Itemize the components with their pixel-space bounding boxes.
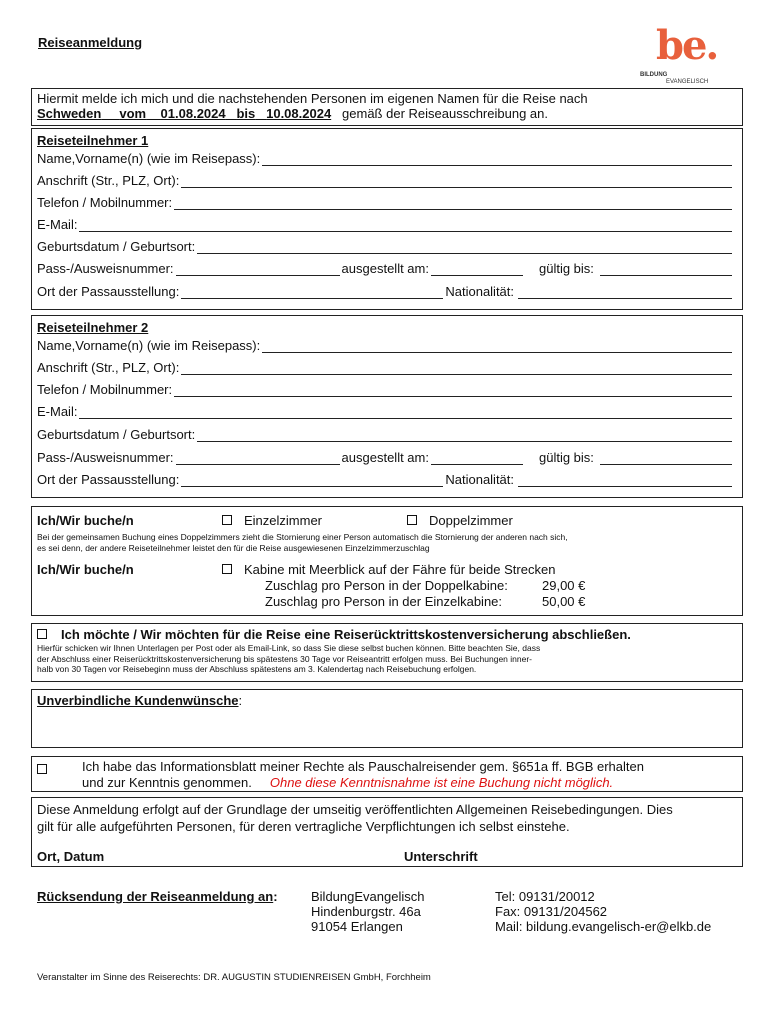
p2-phone-field[interactable]	[174, 385, 732, 397]
logo-line2: EVANGELISCH	[666, 79, 709, 85]
p1-issue-place-field[interactable]	[181, 287, 443, 299]
info-line1: Ich habe das Informationsblatt meiner Rechte als Pauschalreisender gem. §651a ff. BGB erhalten	[82, 759, 644, 774]
insurance-checkbox[interactable]	[37, 629, 47, 639]
p2-address-row	[37, 359, 732, 375]
cabin-label: Kabine mit Meerblick auf der Fähre für beide Strecken	[244, 562, 556, 577]
terms-line2: gilt für alle aufgeführten Personen, für deren vertragliche Verpflichtungen ich selbst einstehe.	[37, 819, 570, 834]
p1-email-label: E-Mail:	[37, 217, 78, 232]
cabin-option[interactable]	[222, 562, 555, 577]
intro-suffix: gemäß der Reiseausschreibung an.	[342, 106, 548, 121]
p2-nationality-field[interactable]	[518, 475, 732, 487]
p1-phone-label: Telefon / Mobilnummer:	[37, 195, 173, 210]
double-room-option[interactable]	[407, 513, 513, 528]
date-from: 01.08.2024	[160, 106, 226, 121]
p2-passport-row	[37, 449, 732, 465]
p2-phone-row	[37, 381, 732, 397]
booking-label-cabin: Ich/Wir buche/n	[37, 562, 134, 577]
p2-birth-row	[37, 426, 732, 442]
terms-line1: Diese Anmeldung erfolgt auf der Grundlage der umseitig veröffentlichten Allgemeinen Reisebedingungen. Dies	[37, 802, 673, 817]
p1-passport-field[interactable]	[176, 264, 340, 276]
wishes-label: Unverbindliche Kundenwünsche	[37, 693, 239, 708]
p2-email-field[interactable]	[79, 407, 732, 419]
wishes-heading	[37, 693, 242, 708]
surcharge-double-label: Zuschlag pro Person in der Doppelkabine:	[265, 578, 508, 593]
info-warning: Ohne diese Kenntnisnahme ist eine Buchung nicht möglich.	[269, 775, 614, 790]
p2-address-label: Anschrift (Str., PLZ, Ort):	[37, 360, 180, 375]
info-checkbox[interactable]	[37, 764, 47, 774]
p2-email-row	[37, 403, 732, 419]
return-label: Rücksendung der Reiseanmeldung an	[37, 889, 274, 904]
footer-text: Veranstalter im Sinne des Reiserechts: DR. AUGUSTIN STUDIENREISEN GmbH, Forchheim	[37, 972, 431, 983]
p1-birth-label: Geburtsdatum / Geburtsort:	[37, 239, 196, 254]
p2-issue-place-row	[37, 471, 732, 487]
p2-issue-place-field[interactable]	[181, 475, 443, 487]
double-room-checkbox[interactable]	[407, 515, 417, 525]
p2-passport-field[interactable]	[176, 453, 340, 465]
p2-phone-label: Telefon / Mobilnummer:	[37, 382, 173, 397]
p2-birth-field[interactable]	[197, 430, 732, 442]
p1-name-label: Name,Vorname(n) (wie im Reisepass):	[37, 151, 261, 166]
info-line2: und zur Kenntnis genommen.	[82, 775, 252, 790]
page-title: Reiseanmeldung	[38, 35, 143, 50]
destination: Schweden	[37, 106, 102, 121]
surcharge-single-value: 50,00 €	[542, 594, 586, 609]
p1-issued-label: ausgestellt am:	[341, 261, 429, 276]
p1-valid-label: gültig bis:	[538, 261, 594, 276]
p1-name-row	[37, 150, 732, 166]
p1-email-field[interactable]	[79, 220, 732, 232]
date-to: 10.08.2024	[266, 106, 332, 121]
single-room-checkbox[interactable]	[222, 515, 232, 525]
return-fax: Fax: 09131/204562	[495, 904, 608, 919]
p2-issued-field[interactable]	[431, 453, 523, 465]
p2-name-field[interactable]	[262, 341, 732, 353]
p2-name-label: Name,Vorname(n) (wie im Reisepass):	[37, 338, 261, 353]
double-room-label: Doppelzimmer	[429, 513, 513, 528]
signature-label: Unterschrift	[404, 849, 478, 864]
p1-phone-row	[37, 194, 732, 210]
p1-phone-field[interactable]	[174, 198, 732, 210]
insurance-text	[37, 643, 540, 675]
p2-valid-label: gültig bis:	[538, 450, 594, 465]
info-checkbox-wrap[interactable]	[37, 761, 53, 779]
p1-nationality-field[interactable]	[518, 287, 732, 299]
p2-name-row	[37, 337, 732, 353]
participant1-heading: Reiseteilnehmer 1	[37, 133, 149, 148]
cabin-checkbox[interactable]	[222, 564, 232, 574]
insurance-line1: Hierfür schicken wir Ihnen Unterlagen per Post oder als Email-Link, so dass Sie diese selbst buchen können. Bitte beachten Sie, dass	[37, 643, 541, 653]
wishes-colon: :	[238, 693, 243, 708]
p1-passport-label: Pass-/Ausweisnummer:	[37, 261, 174, 276]
p1-issue-place-row	[37, 283, 732, 299]
p2-birth-label: Geburtsdatum / Geburtsort:	[37, 427, 196, 442]
booking-note-line2: es sei denn, der andere Reiseteilnehmer leistet den für die Reise ausgewiesenen Einzelzimmerzuschlag	[37, 542, 430, 553]
return-mail: Mail: bildung.evangelisch-er@elkb.de	[495, 919, 712, 934]
p2-valid-field[interactable]	[600, 453, 732, 465]
insurance-line3: halb von 30 Tagen vor Reisebeginn muss der Abschluss spätestens am 3. Kalendertag nach Reisebuchung erfolgen.	[37, 664, 477, 674]
p1-address-row	[37, 172, 732, 188]
return-street: Hindenburgstr. 46a	[311, 904, 421, 919]
p2-passport-label: Pass-/Ausweisnummer:	[37, 450, 174, 465]
return-tel: Tel: 09131/20012	[495, 889, 595, 904]
p1-valid-field[interactable]	[600, 264, 732, 276]
p2-address-field[interactable]	[181, 363, 732, 375]
return-colon: :	[273, 889, 278, 904]
single-room-label: Einzelzimmer	[244, 513, 323, 528]
p2-issue-place-label: Ort der Passausstellung:	[37, 472, 180, 487]
insurance-option[interactable]	[37, 627, 631, 642]
p2-email-label: E-Mail:	[37, 404, 78, 419]
return-org: BildungEvangelisch	[311, 889, 425, 904]
bis-label: bis	[236, 106, 256, 121]
logo	[640, 22, 720, 86]
p1-nationality-label: Nationalität:	[445, 284, 515, 299]
return-label-wrap	[37, 889, 278, 904]
booking-note	[37, 532, 568, 553]
p1-issue-place-label: Ort der Passausstellung:	[37, 284, 180, 299]
p2-nationality-label: Nationalität:	[445, 472, 515, 487]
surcharge-double-value: 29,00 €	[542, 578, 586, 593]
p1-birth-row	[37, 238, 732, 254]
surcharge-single-label: Zuschlag pro Person in der Einzelkabine:	[265, 594, 503, 609]
booking-note-line1: Bei der gemeinsamen Buchung eines Doppelzimmers zieht die Stornierung einer Person automatisch die Stornierung der anderen nach sich,	[37, 532, 568, 542]
participant2-heading: Reiseteilnehmer 2	[37, 320, 149, 335]
insurance-heading: Ich möchte / Wir möchten für die Reise eine Reiserücktrittskostenversicherung abschließen.	[61, 627, 631, 642]
logo-main: be.	[656, 22, 718, 69]
intro-line1: Hiermit melde ich mich und die nachstehenden Personen im eigenen Namen für die Reise nach	[37, 91, 588, 106]
insurance-line2: der Abschluss einer Reiserücktrittskostenversicherung bis spätestens 30 Tage vor Reiseantritt erfolgen muss. Bei Buchungen inner-	[37, 653, 532, 664]
intro-line2	[37, 106, 548, 121]
p1-name-field[interactable]	[262, 154, 732, 166]
logo-line1: BILDUNG	[640, 72, 668, 78]
place-date-label: Ort, Datum	[37, 849, 105, 864]
p1-birth-field[interactable]	[197, 242, 732, 254]
booking-label-room: Ich/Wir buche/n	[37, 513, 134, 528]
single-room-option[interactable]	[222, 513, 322, 528]
p1-email-row	[37, 216, 732, 232]
info-line2-wrap	[82, 775, 613, 790]
vom-label: vom	[119, 106, 147, 121]
p1-passport-row	[37, 260, 732, 276]
return-city: 91054 Erlangen	[311, 919, 403, 934]
p1-issued-field[interactable]	[431, 264, 523, 276]
p1-address-label: Anschrift (Str., PLZ, Ort):	[37, 173, 180, 188]
p1-address-field[interactable]	[181, 176, 732, 188]
p2-issued-label: ausgestellt am:	[341, 450, 429, 465]
